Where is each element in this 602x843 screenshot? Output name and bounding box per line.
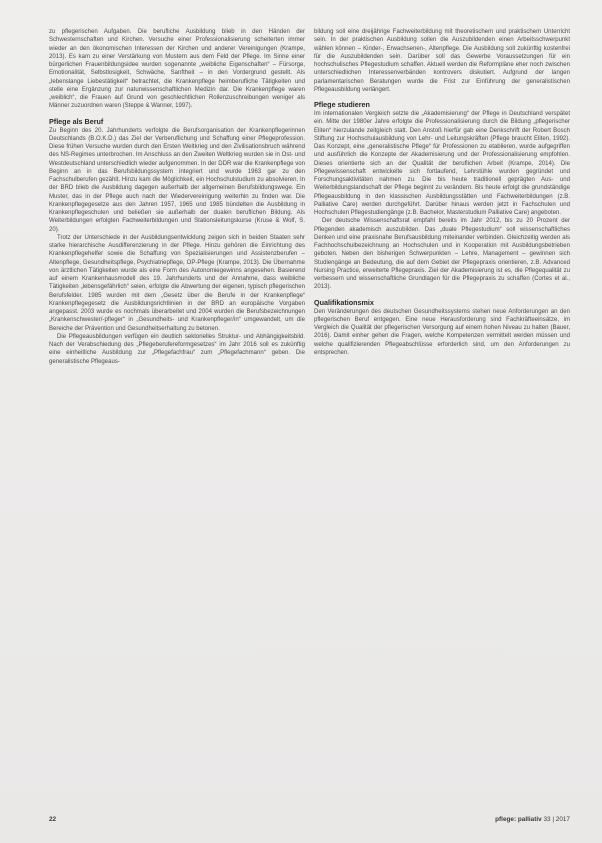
text-column-left — [49, 28, 305, 366]
section-heading-pflege-studieren: Pflege studieren — [314, 100, 370, 109]
issue-number: 33 | 2017 — [543, 816, 570, 823]
magazine-issue — [495, 816, 570, 823]
paragraph: Den Veränderungen des deutschen Gesundheitssystems stehen neue Anforderungen an den pflegerischen Beruf entgegen. Eine neue Herausforderung sind Fachkräfteeinsätze, im Vergleich die Qualität der pflegerischen Versorgung auf einem hohen Niveau zu halten (Bauer, 2016). Damit einher gehen die Fragen, welche Kompetenzen vermittelt werden müssen und welche qualifizierenden Pflegeabschlüsse erforderlich sind, um den Anforderungen zu entsprechen. — [314, 308, 570, 356]
paragraph: Die Pflegeausbildungen verfügen ein deutlich sektorielles Struktur- und Abhängigkeitsbild. Nach der Verabschiedung des „Pflegeberufereformgesetzes“ im Jahr 2016 soll es zukünftig eine einheitliche Ausbildung zur „Pflegefachfrau“ zum „Pflegefachmann“ geben. Die generalistische Pflegeaus- — [49, 333, 305, 365]
page-footer — [49, 816, 570, 826]
page-number: 22 — [49, 816, 57, 823]
paragraph: Zu Beginn des 20. Jahrhunderts verfolgte die Berufsorganisation der Krankenpflegerinnen Deutschlands (B.O.K.D.) das Ziel der Verberuflichung und Schaffung einer Pflegeprofession. Diese frühen Versuche wurden durch den Ersten Weltkrieg und den Zivilisationsbruch während des NS-Regimes unterbrochen. Im Anschluss an den Zweiten Weltkrieg wurden sie in Ost- und Westdeutschland unterschiedlich wieder aufgenommen. In der DDR war die Krankenpflege von Beginn an in das Berufsbildungssystem integriert und wurde 1963 gar zu den Fachschulberufen gezählt. Hinzu kam die Möglichkeit, ein Hochschulstudium zu absolvieren. In der BRD blieb die Ausbildung dagegen außerhalb der allgemeinen Berufsbildungswege. Ein Muster, das in der Pflege auch nach der Wiedervereinigung weiterhin zu finden war. Die Krankenpflegegesetze aus den Jahren 1957, 1965 und 1985 bündelten die Ausbildung in Krankenpflegeschulen und beließen sie außerhalb der dualen beruflichen Bildung. Als Weiterbildungen erfolgten Fachweiterbildungen und Stationsleitungskurse (Kruse & Wolf, S. 20). — [49, 127, 305, 233]
paragraph: Der deutsche Wissenschaftsrat empfahl bereits im Jahr 2012, bis zu 20 Prozent der Pflegenden akademisch auszubilden. Das „duale Pflegestudium“ soll wissenschaftliches Denken und eine praxisnahe Berufsausbildung miteinander verbinden. Gleichzeitig werden als Fachhochschulbezeichnung an Hochschulen und in Kooperation mit Ausbildungsbetrieben geboten. Neben den bisherigen Schwerpunkten – Lehre, Management – gewinnen sich Studiengänge an Bedeutung, die auf dem Gebiet der Pflegepraxis orientieren, z.B. Advanced Nursing Practice, erweiterte Pflegepraxis. Ziel der Akademisierung ist es, die Pflegequalität zu verbessern und wissenschaftliche Grundlagen für die Pflegepraxis zu schaffen (Cortes et al., 2013). — [314, 218, 570, 291]
magazine-name: pflege: palliativ — [495, 816, 542, 823]
paragraph: zu pflegerischen Aufgaben. Die berufliche Ausbildung blieb in den Händen der Schwesternschaften und Kirchen. Versuche einer Professionalisierung scheiterten immer wieder an den ökonomischen Interessen der Kirchen und anderer Vereinigungen (Krampe, 2013). Es kam zu einer Verstärkung von Mustern aus dem Feld der Pflege. Im Sinne einer bürgerlichen Frauenbildungsidee wurden sogenannte „weibliche Eigenschaften“ – Fürsorge, Emotionalität, Selbstlosigkeit, Schwäche, Sanftheit – in den Vordergrund gestellt. Als „lebenslange Liebestätigkeit“ betrachtet, die Krankenpflege heimberufliche Tätigkeiten und stelle eine Ergänzung zur naturwissenschaftlichen Medizin dar. Die Krankenpflege waren „weiblich“, die Frauen auf Grund von geschlechtlichen Rollenzuschreibungen weniger als Männer zuzuordnen waren (Steppe & Wanner, 1997). — [49, 29, 305, 110]
section-heading-qualifikationsmix: Qualifikationsmix — [314, 297, 374, 307]
paragraph: Im internationalen Vergleich setzte die „Akademisierung“ der Pflege in Deutschland verspätet ein. Mitte der 1980er Jahre erfolgte die Professionalisierung durch die Bildung „pflegerischer Eliten“ hierzulande zeitgleich statt. Den Anstoß hierfür gab eine Denkschrift der Robert Bosch Stiftung zur Hochschulausbildung von Lehr- und Leitungskräften (Pflege braucht Eliten, 1992). Das Konzept, eine „generalistische Pflege“ für Professionen zu etablieren, wurde aufgegriffen und ausführlich die Konzepte der Akademisierung und der Professionalisierung empfohlen. Dieses orientierte sich an der Qualität der beruflichen Arbeit (Krampe, 2014). Die Pflegewissenschaft entwickelte sich fortlaufend, Lehrstühle wurden gegründet und Forschungsaktivitäten nahmen zu. Die bis heute traditionell geprägten Aus- und Weiterbildungslandschaft der Pflege beginnt zu verändern. Bis heute erfolgt die grundständige Pflegeausbildung in den klassischen Ausbildungsstätten und Fachweiterbildungen (z.B. Palliative Care) werden durchgeführt. Darüber hinaus werden jetzt in Fachschulen und Hochschulen Pflegestudiengänge (z.B. Bachelor, Masterstudium Palliative Care) angeboten. — [314, 111, 570, 216]
text-column-right — [314, 28, 570, 357]
paragraph: bildung soll eine dreijährige Fachweiterbildung mit theoretischem und praktischem Unterricht sein. In der praktischen Ausbildung sollen die Auszubildenden einen Arbeitsschwerpunkt wählen können – Kinder-, Erwachsenen-, Altenpflege. Die Ausbildung soll zukünftig kostenfrei für die Auszubildenden sein. Darüber soll das Gewerbe Voraussetzungen für ein hochschulisches Pflegestudium schaffen. Aktuell werden die Reformpläne eher noch zwischen unterschiedlichen Interessenverbänden kontrovers diskutiert. Aufgrund der langen parlamentarischen Beratungen wurde die Frist zur Einführung der generalistischen Pflegeausbildung verlängert. — [314, 29, 570, 93]
section-heading-pflege-als-beruf: Pflege als Beruf — [49, 116, 104, 126]
paragraph: Trotz der Unterschiede in der Ausbildungsentwicklung zeigen sich in beiden Staaten sehr starke hierarchische Ausdifferenzierung in der Pflege. Hinzu gehören die Einrichtung des Krankenpflegehelfer sowie die Schaffung von Spezialisierungen und Assistenzberufen – Altenpflege, Gesundheitspflege, Psychiatriepflege, OP-Pflege (Krampe, 2013). Die Übernahme von ärztlichen Tätigkeiten wurde als eine Form des Autonomiegewinns angesehen. Basierend auf einem Krankenhausmodell des 19. Jahrhunderts und der Annahme, dass weibliche Tätigkeiten „lebensgefährlich“ seien, erfolgte die Abwertung der eigenen, typisch pflegerischen Berufsfelder. 1985 wurden mit dem „Gesetz über die Berufe in der Krankenpflege“ Krankenpflegegesetz die Ausbildungsrichtlinien in der BRD an europäische Vorgaben angepasst. 2003 wurde es nochmals überarbeitet und 2004 wurden die Berufsbezeichnungen „Krankenschwester/-pfleger“ in „Gesundheits- und Krankenpfleger/in“ umgewandelt, um die Bereiche der Prävention und Gesundheitserhaltung zu betonen. — [49, 234, 305, 332]
